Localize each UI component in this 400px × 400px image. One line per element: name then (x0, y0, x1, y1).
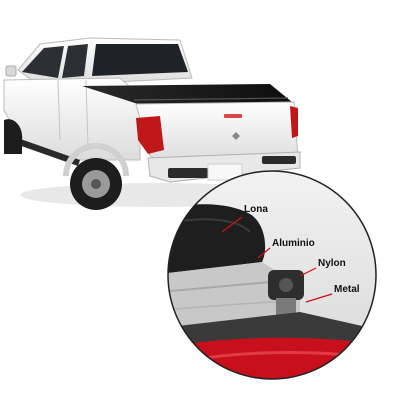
label-aluminio: Aluminio (272, 238, 315, 249)
label-lona: Lona (244, 204, 268, 215)
label-metal: Metal (334, 284, 360, 295)
label-nylon: Nylon (318, 258, 346, 269)
